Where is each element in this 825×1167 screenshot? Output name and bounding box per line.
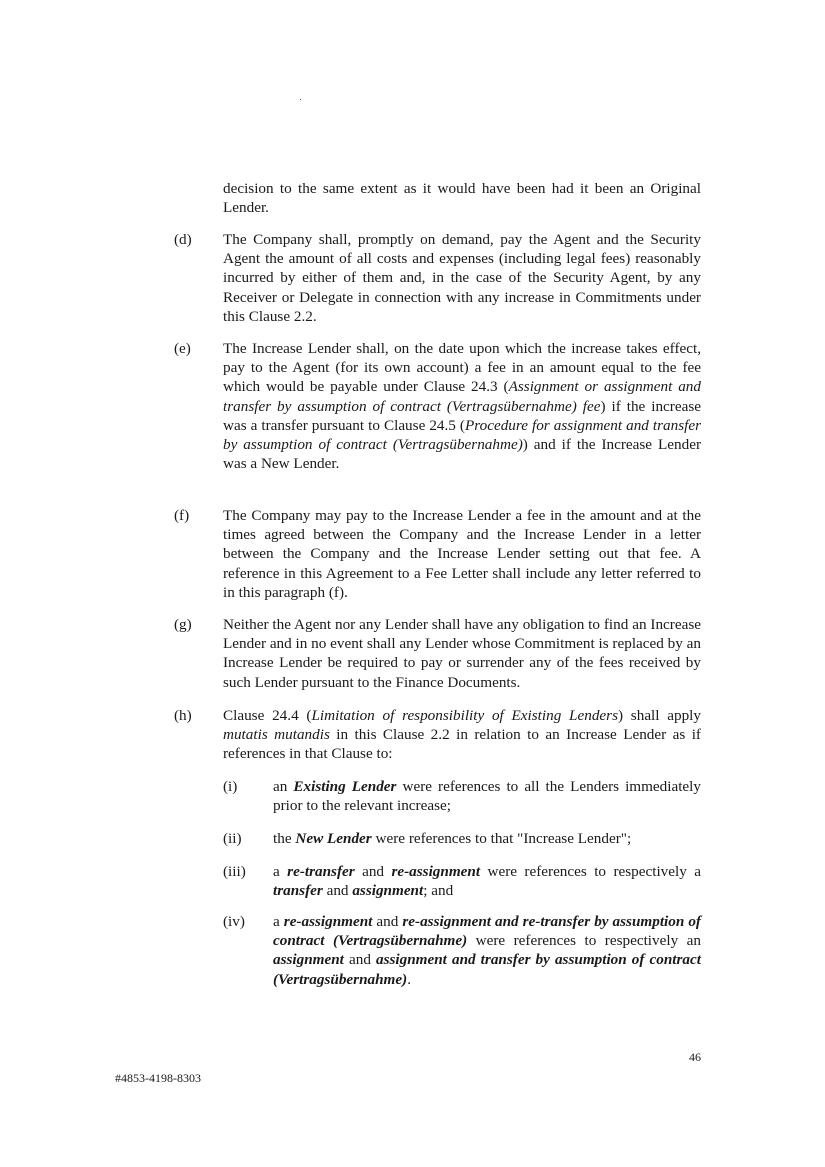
defined-term-assignment-and-transfer: assignment and transfer by assumption of contract (Vertragsübernahme) xyxy=(273,951,701,988)
subparagraph-iii-text xyxy=(273,862,701,900)
paragraph-h-label: (h) xyxy=(174,707,192,724)
subparagraph-i-label: (i) xyxy=(223,778,238,795)
subparagraph-iii-text-5: ; and xyxy=(423,882,454,900)
paragraph-h-text xyxy=(223,706,701,764)
defined-term-assignment-iv: assignment xyxy=(273,951,344,969)
continuation-text: decision to the same extent as it would have been had it been an Original Lender. xyxy=(223,180,701,217)
paragraph-h-text-1: Clause 24.4 ( xyxy=(223,707,312,724)
paragraph-h-text-2: ) shall apply xyxy=(618,707,701,724)
paragraph-e-italic-1: Assignment or assignment and transfer by assumption of contract (Vertragsübernahme) fee xyxy=(223,378,701,415)
subparagraph-ii-text-2: were references to that "Increase Lender"; xyxy=(371,830,632,847)
paragraph-h-italic-1: Limitation of responsibility of Existing Lenders xyxy=(311,707,618,724)
paragraph-d-text: The Company shall, promptly on demand, pay the Agent and the Security Agent the amount of all costs and expenses (including legal fees) reasonably incurred by either of them and, in the case of the Security Agent, by any Receiver or Delegate in connection with any increase in Commitments under this Clause 2.2. xyxy=(223,231,701,325)
subparagraph-ii-text-1: the xyxy=(273,830,296,847)
subparagraph-iii-text-4: and xyxy=(322,882,353,900)
subparagraph-i-text-2: were references to all the Lenders immediately prior to the relevant increase; xyxy=(273,778,701,815)
paragraph-e-italic-2: Procedure for assignment and transfer by assumption of contract (Vertragsübernahme) xyxy=(223,416,702,454)
paragraph-e-text-1: The Increase Lender shall, on the date upon which the increase takes effect, pay to the Agent (for its own account) a fee in an amount equal to the fee which would be payable under Clause 24.3 ( xyxy=(223,340,701,396)
paragraph-f-text: The Company may pay to the Increase Lender a fee in the amount and at the times agreed between the Company and the Increase Lender in a letter between the Company and the Increase Lender setting out that fee. A reference in this Agreement to a Fee Letter shall include any letter referred to in this paragraph (f). xyxy=(223,507,701,601)
defined-term-re-assignment-iv: re-assignment xyxy=(283,913,373,930)
scan-speck xyxy=(300,99,301,100)
paragraph-f-label: (f) xyxy=(174,507,190,524)
defined-term-assignment: assignment xyxy=(352,882,424,900)
defined-term-transfer: transfer xyxy=(273,882,323,900)
subparagraph-iii-text-3: were references to respectively a xyxy=(480,863,701,880)
paragraph-h-text-3: in this Clause 2.2 in relation to an Increase Lender as if references in that Clause to: xyxy=(223,726,701,763)
subparagraph-iii-text-1: a xyxy=(273,863,288,880)
paragraph-g-label: (g) xyxy=(174,616,192,633)
subparagraph-ii-text xyxy=(273,829,701,848)
paragraph-d-label: (d) xyxy=(174,231,192,248)
paragraph-e-text xyxy=(223,339,701,473)
subparagraph-iii-text-2: and xyxy=(354,863,392,880)
defined-term-new-lender: New Lender xyxy=(295,830,372,847)
page-number: 46 xyxy=(689,1050,701,1064)
paragraph-e-text-2: ) if the increase was a transfer pursuant to Clause 24.5 ( xyxy=(223,397,701,434)
subparagraph-iv-text xyxy=(273,912,701,989)
paragraph-g-text: Neither the Agent nor any Lender shall have any obligation to find an Increase Lender and in no event shall any Lender whose Commitment is replaced by an Increase Lender be required to pay or surrender any of the fees received by such Lender pursuant to the Finance Documents. xyxy=(223,616,701,691)
paragraph-e-label: (e) xyxy=(174,340,191,357)
paragraph-h-italic-2: mutatis mutandis xyxy=(223,726,330,744)
subparagraph-iv-text-1: a xyxy=(273,913,284,930)
defined-term-existing-lender: Existing Lender xyxy=(293,778,397,795)
subparagraph-iii-label: (iii) xyxy=(223,863,246,880)
subparagraph-iv-text-3: were references to respectively an xyxy=(467,932,701,950)
defined-term-re-assignment: re-assignment xyxy=(391,863,481,880)
subparagraph-i-text xyxy=(273,777,701,815)
document-reference: #4853-4198-8303 xyxy=(115,1071,201,1085)
subparagraph-iv-text-4: and xyxy=(343,951,376,969)
subparagraph-ii-label: (ii) xyxy=(223,830,242,847)
defined-term-re-assignment-re-transfer: re-assignment and re-transfer by assumption of contract (Vertragsübernahme) xyxy=(273,913,701,950)
subparagraph-i-text-1: an xyxy=(273,778,294,795)
paragraph-e-text-3: ) and if the Increase Lender was a New Lender. xyxy=(223,436,701,473)
subparagraph-iv-label: (iv) xyxy=(223,913,245,930)
subparagraph-iv-text-5: . xyxy=(407,970,411,988)
subparagraph-iv-text-2: and xyxy=(372,913,403,930)
defined-term-re-transfer: re-transfer xyxy=(287,863,355,880)
